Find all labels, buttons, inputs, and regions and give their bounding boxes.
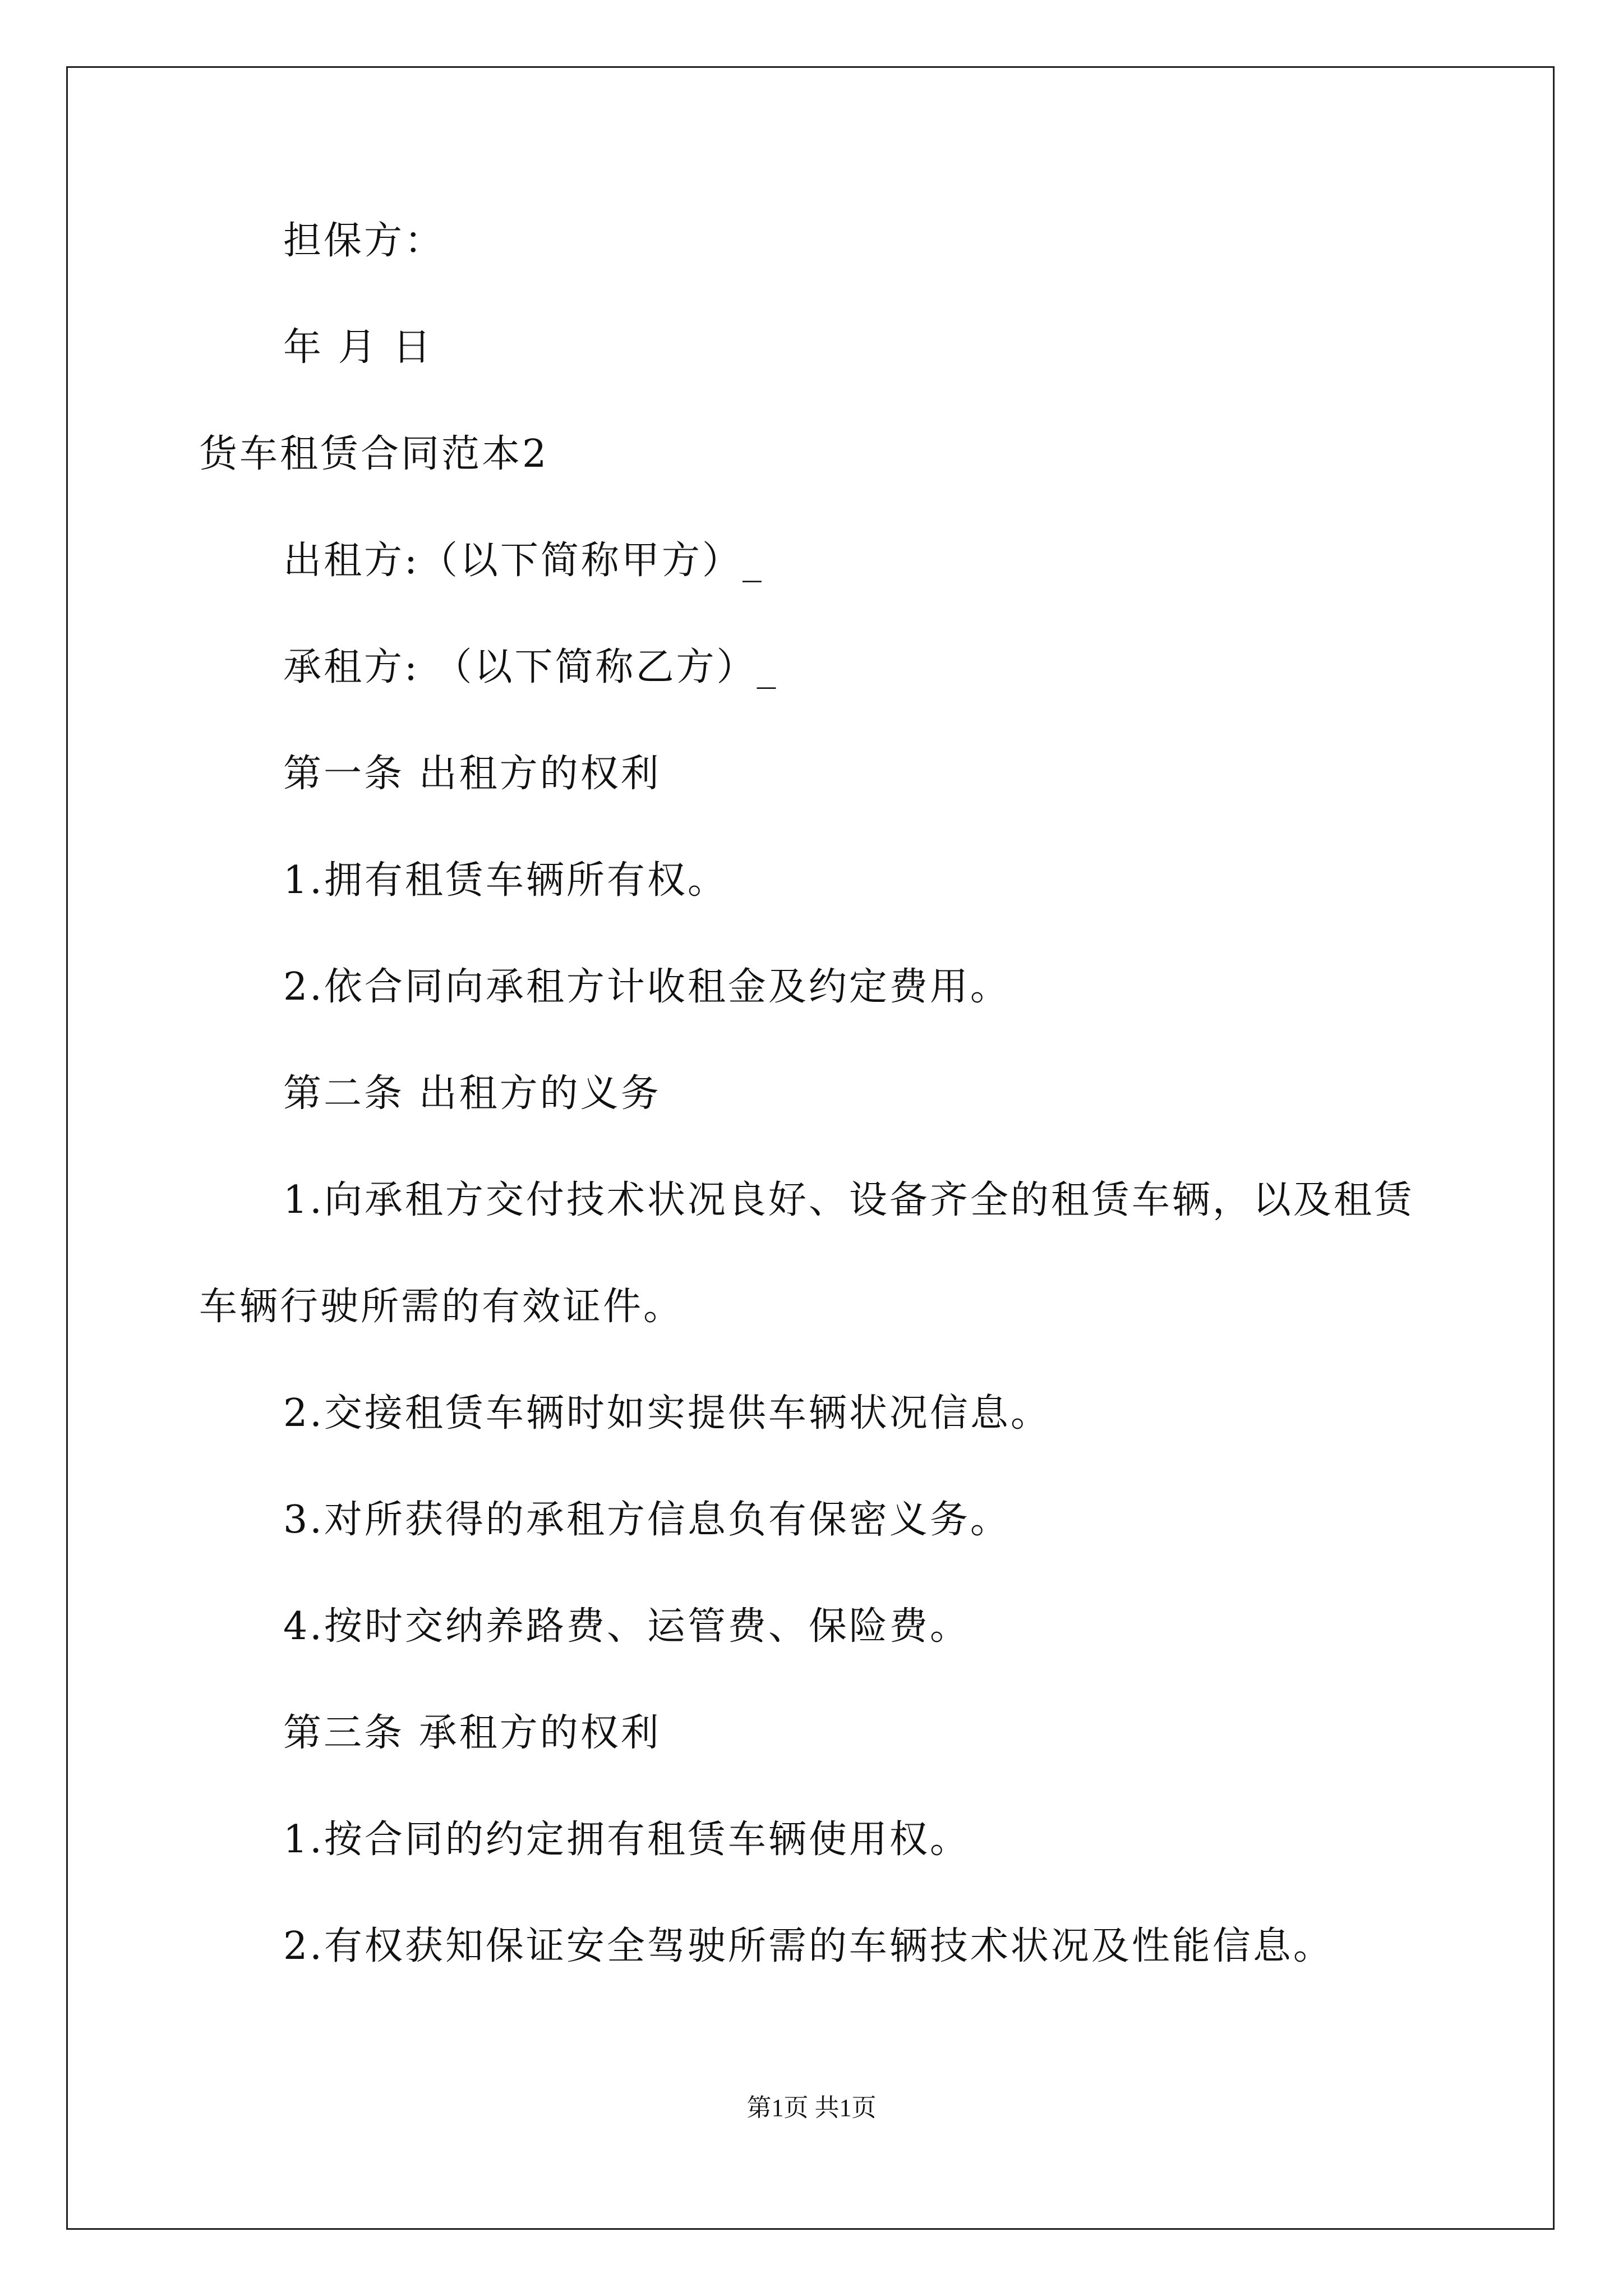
article-1-heading: 第一条 出租方的权利 — [283, 752, 661, 796]
article-3-item-2: 2.有权获知保证安全驾驶所需的车辆技术状况及性能信息。 — [283, 1924, 1334, 1968]
guarantor-line: 担保方： — [283, 219, 445, 263]
lessor-line: 出租方:（以下简称甲方）_ — [283, 539, 764, 583]
article-2-item-4: 4.按时交纳养路费、运管费、保险费。 — [283, 1604, 970, 1649]
page-border — [66, 66, 1555, 2230]
article-2-item-3: 3.对所获得的承租方信息负有保密义务。 — [283, 1498, 1011, 1542]
article-3-item-1: 1.按合同的约定拥有租赁车辆使用权。 — [283, 1818, 970, 1862]
document-title: 货车租赁合同范本2 — [199, 432, 549, 476]
page-footer: 第1页 共1页 — [746, 2094, 877, 2122]
article-1-item-2: 2.依合同向承租方计收租金及约定费用。 — [283, 965, 1011, 1009]
article-2-heading: 第二条 出租方的义务 — [283, 1071, 661, 1116]
article-2-item-1-cont: 车辆行驶所需的有效证件。 — [199, 1285, 684, 1329]
article-3-heading: 第三条 承租方的权利 — [283, 1711, 661, 1755]
lessee-line: 承租方: （以下简称乙方）_ — [283, 645, 778, 689]
article-2-item-2: 2.交接租赁车辆时如实提供车辆状况信息。 — [283, 1391, 1051, 1435]
date-line: 年 月 日 — [283, 325, 434, 370]
article-2-item-1: 1.向承租方交付技术状况良好、设备齐全的租赁车辆，以及租赁 — [283, 1178, 1414, 1222]
article-1-item-1: 1.拥有租赁车辆所有权。 — [283, 858, 728, 903]
